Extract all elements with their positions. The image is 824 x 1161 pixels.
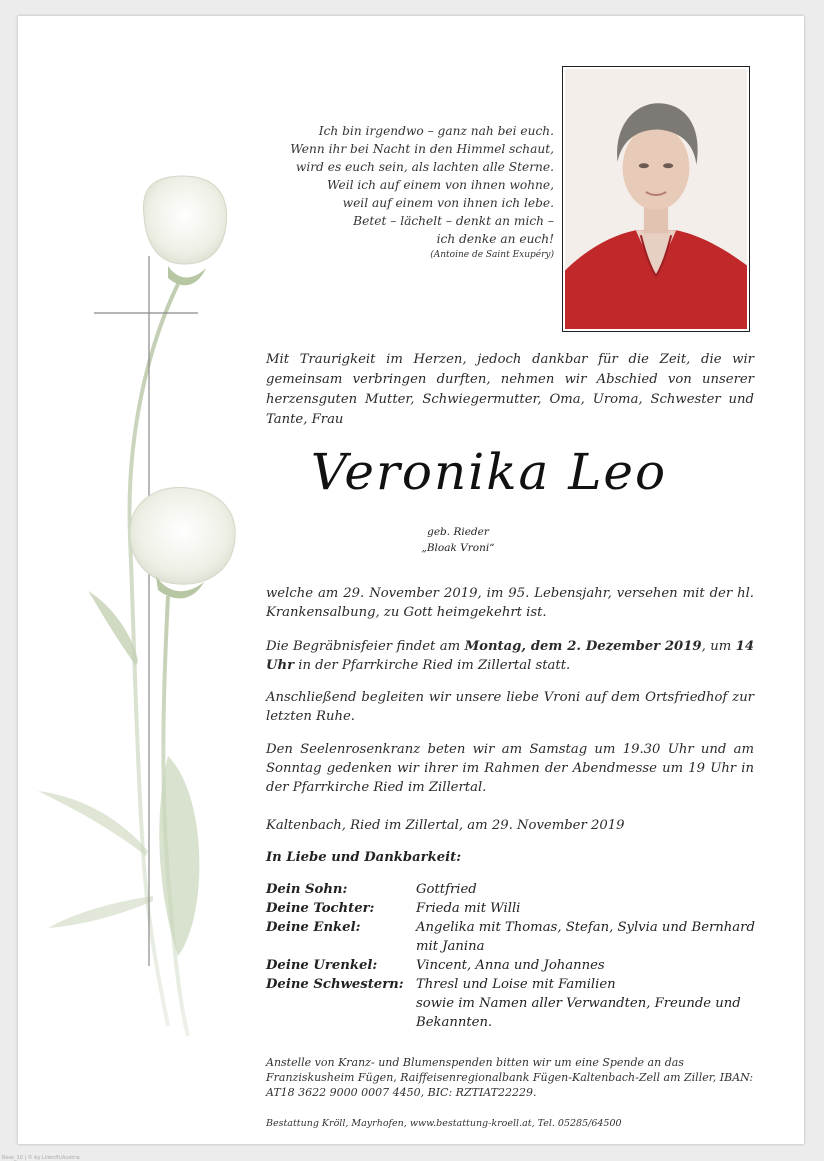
donation-note: Anstelle von Kranz- und Blumenspenden bitten wir um eine Spende an das Franziskusheim Fügen, Raiffeisenregionalbank Fügen-Kaltenbach-Zell am Ziller, IBAN: AT18 3622 9000 0007 4450, BIC: RZTIAT22229.: [266, 1056, 754, 1099]
death-notice: welche am 29. November 2019, im 95. Lebensjahr, versehen mit der hl. Krankensalbung, zu Gott heimgekehrt ist.: [266, 586, 754, 620]
family-label: Deine Urenkel:: [266, 958, 378, 973]
funeral-post: in der Pfarrkirche Ried im Zillertal statt.: [294, 658, 571, 673]
family-row: [266, 975, 758, 994]
funeral-notice: [266, 637, 754, 675]
poem-line: Wenn ihr bei Nacht in den Himmel schaut,: [290, 142, 554, 156]
rosary-notice: Den Seelenrosenkranz beten wir am Samstag um 19.30 Uhr und am Sonntag gedenken wir ihrer im Rahmen der Abendmesse um 19 Uhr in der Pfarrkirche Ried im Zillertal.: [266, 742, 754, 795]
funeral-date: Montag, dem 2. Dezember 2019: [464, 639, 702, 654]
family-value: Gottfried: [416, 882, 477, 897]
poem-line: weil auf einem von ihnen ich lebe.: [342, 196, 554, 210]
family-row: [266, 956, 758, 975]
family-list: [266, 880, 758, 1032]
birth-name: geb. Rieder: [427, 526, 489, 538]
nickname: „Bloak Vroni“: [421, 542, 495, 554]
poem-line: wird es euch sein, als lachten alle Sterne.: [295, 160, 554, 174]
deceased-name: Veronika Leo: [310, 443, 668, 501]
family-row: [266, 918, 758, 956]
portrait-frame: [562, 66, 750, 332]
family-value: Vincent, Anna und Johannes: [416, 958, 605, 973]
poem-line: Betet – lächelt – denkt an mich –: [353, 214, 554, 228]
parte-sheet: [18, 16, 804, 1144]
family-value: sowie im Namen aller Verwandten, Freunde und Bekannten.: [416, 996, 741, 1030]
portrait-photo: [565, 69, 747, 329]
fineprint: Rose_10 | © by Lilienfit/Austria: [2, 1155, 80, 1161]
place-date: Kaltenbach, Ried im Zillertal, am 29. November 2019: [266, 818, 625, 833]
family-label: Dein Sohn:: [266, 882, 348, 897]
poem-line: Ich bin irgendwo – ganz nah bei euch.: [318, 124, 554, 138]
family-label: [266, 994, 416, 1032]
funeral-pre: Die Begräbnisfeier findet am: [266, 639, 465, 654]
funeral-time: 14 Uhr: [266, 639, 754, 673]
family-value: Angelika mit Thomas, Stefan, Sylvia und Bernhard mit Janina: [416, 920, 755, 954]
intro-text: Mit Traurigkeit im Herzen, jedoch dankbar für die Zeit, die wir gemeinsam verbringen durften, nehmen wir Abschied von unserer herzensguten Mutter, Schwiegermutter, Oma, Uroma, Schwester und Tante, Frau: [266, 352, 754, 427]
family-row: [266, 880, 758, 899]
undertaker-info: Bestattung Kröll, Mayrhofen, www.bestattung-kroell.at, Tel. 05285/64500: [266, 1118, 622, 1129]
family-label: Deine Enkel:: [266, 920, 361, 935]
family-label: Deine Tochter:: [266, 901, 375, 916]
poem-line: ich denke an euch!: [436, 232, 554, 246]
poem: [238, 122, 554, 262]
family-value: Thresl und Loise mit Familien: [416, 977, 616, 992]
poem-line: Weil ich auf einem von ihnen wohne,: [327, 178, 554, 192]
family-label: Deine Schwestern:: [266, 977, 404, 992]
birth-name-block: [378, 524, 538, 556]
family-row: [266, 994, 758, 1032]
burial-notice: Anschließend begleiten wir unsere liebe Vroni auf dem Ortsfriedhof zur letzten Ruhe.: [266, 690, 754, 724]
funeral-mid: , um: [701, 639, 736, 654]
family-row: [266, 899, 758, 918]
poem-source: (Antoine de Saint Exupéry): [430, 250, 554, 260]
family-value: Frieda mit Willi: [416, 901, 521, 916]
gratitude-heading: In Liebe und Dankbarkeit:: [266, 850, 462, 865]
